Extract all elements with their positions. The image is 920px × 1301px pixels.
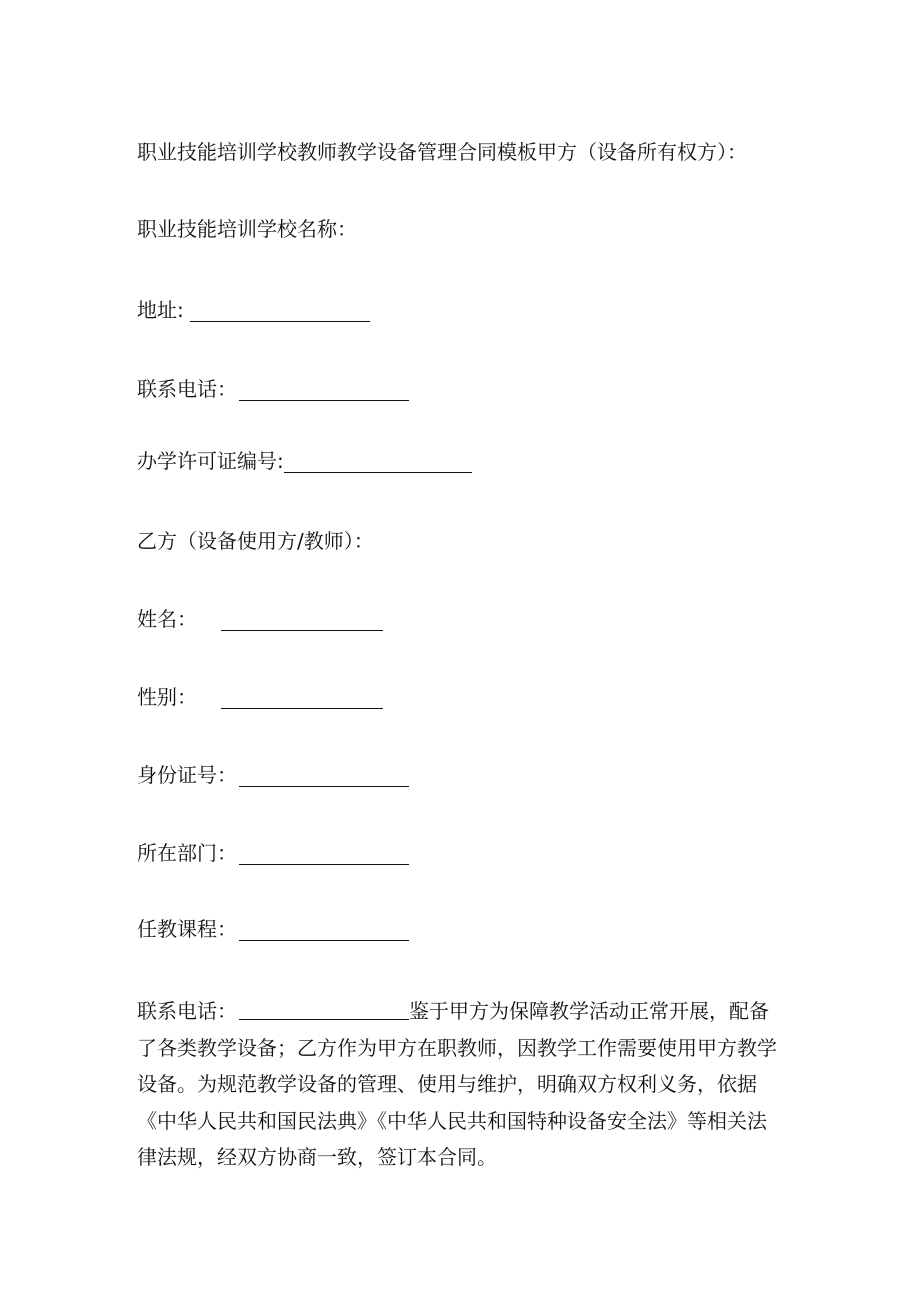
- name-blank: [221, 610, 383, 631]
- gender-label: 性别：: [137, 685, 197, 709]
- party-b-phone-blank: [239, 1001, 409, 1020]
- gender-row: [137, 685, 383, 709]
- preamble-text: 鉴于甲方为保障教学活动正常开展，配备了各类教学设备；乙方作为甲方在职教师，因教学工作需要使用甲方教学设备。为规范教学设备的管理、使用与维护，明确双方权利义务，依据《中华人民共和国民法典》《中华人民共和国特种设备安全法》等相关法律法规，经双方协商一致，签订本合同。: [137, 999, 777, 1169]
- gender-blank: [221, 688, 383, 709]
- preamble-paragraph: [137, 993, 785, 1176]
- party-b-phone-label: 联系电话：: [137, 999, 237, 1023]
- address-row: [137, 298, 370, 322]
- party-a-phone-row: [137, 377, 409, 401]
- department-row: [137, 841, 409, 865]
- name-label: 姓名：: [137, 607, 197, 631]
- department-label: 所在部门：: [137, 841, 237, 865]
- address-label: 地址:: [137, 298, 184, 322]
- party-b-heading-row: [137, 529, 374, 553]
- department-blank: [239, 844, 409, 865]
- school-name-label: 职业技能培训学校名称：: [137, 217, 357, 241]
- school-name-row: [137, 217, 357, 241]
- id-blank: [239, 766, 409, 787]
- course-row: [137, 917, 409, 941]
- id-row: [137, 763, 409, 787]
- course-label: 任教课程：: [137, 917, 237, 941]
- id-label: 身份证号：: [137, 763, 237, 787]
- party-a-phone-label: 联系电话：: [137, 377, 237, 401]
- document-title-line: [137, 140, 747, 164]
- party-b-heading: 乙方（设备使用方/教师）：: [137, 529, 374, 553]
- license-label: 办学许可证编号:: [137, 449, 284, 473]
- course-blank: [239, 920, 409, 941]
- name-row: [137, 607, 383, 631]
- license-blank: [284, 452, 472, 473]
- party-a-phone-blank: [239, 380, 409, 401]
- license-row: [137, 449, 472, 473]
- document-title: 职业技能培训学校教师教学设备管理合同模板甲方（设备所有权方）：: [137, 140, 747, 164]
- address-blank: [190, 301, 370, 322]
